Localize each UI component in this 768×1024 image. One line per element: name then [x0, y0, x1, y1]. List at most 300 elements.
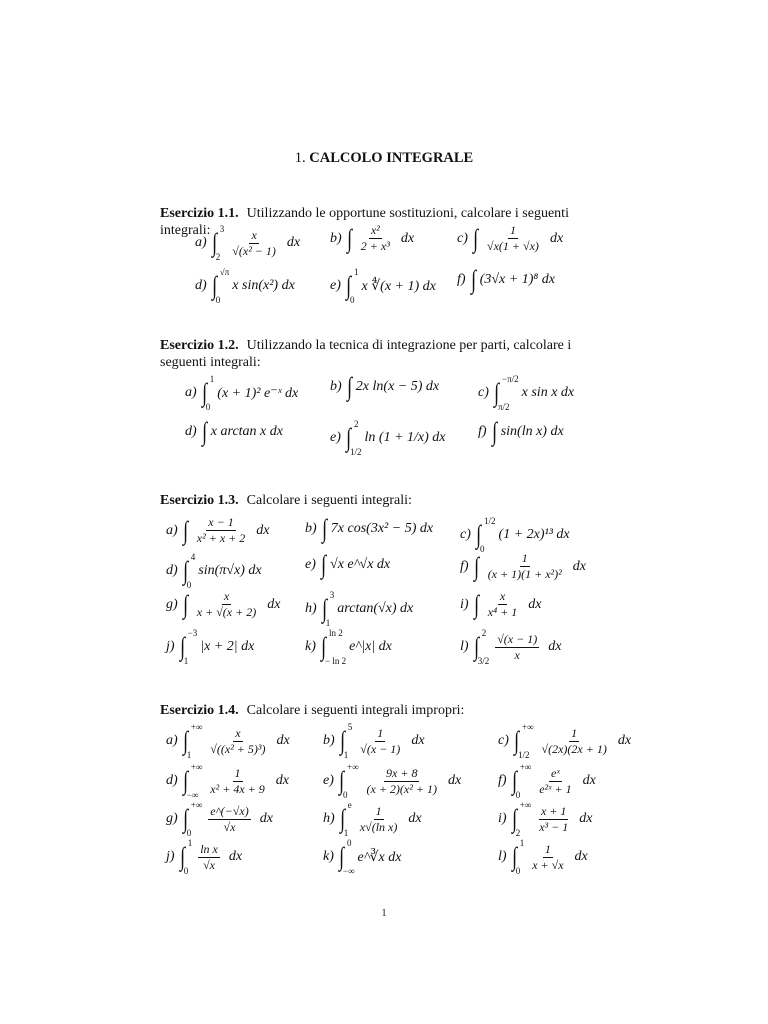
integral-item — [305, 552, 390, 578]
integral-symbol: ∫ — [511, 842, 517, 871]
differential: dx — [267, 596, 281, 612]
differential: dx — [579, 811, 593, 826]
integrand-fraction — [358, 727, 402, 756]
integral-sign — [320, 628, 346, 666]
integral-symbol: ∫ — [182, 589, 188, 619]
integral-symbol: ∫ — [473, 551, 479, 581]
denominator: x√(ln x) — [359, 819, 398, 834]
differential: dx — [528, 596, 542, 612]
integral-limits — [343, 838, 355, 876]
integral-symbol: ∫ — [338, 842, 344, 871]
integral-symbol: ∫ — [339, 726, 345, 755]
integrand-fraction — [485, 224, 541, 253]
integral-symbol: ∫ — [211, 271, 217, 300]
integral-limits — [187, 800, 203, 838]
exercise-header — [160, 702, 612, 719]
upper-limit: 2 — [481, 628, 487, 638]
page-number: 1 — [381, 908, 387, 919]
integral-symbol: ∫ — [473, 632, 479, 661]
integral-symbol: ∫ — [472, 223, 478, 253]
item-label: d) — [185, 424, 197, 439]
denominator: √x(1 + √x) — [487, 239, 539, 253]
lower-limit: 1 — [343, 828, 349, 838]
integral-item — [330, 374, 439, 400]
numerator: x + 1 — [540, 803, 567, 818]
integral-symbol: ∫ — [179, 632, 185, 661]
integral-item — [323, 722, 425, 760]
lower-limit: 0 — [215, 295, 221, 305]
item-label: l) — [498, 849, 507, 864]
upper-limit: −π/2 — [502, 374, 519, 384]
item-label: c) — [457, 230, 468, 246]
integral-symbol: ∫ — [201, 378, 207, 407]
exercise-header — [160, 337, 612, 371]
upper-limit: 2 — [354, 419, 359, 429]
integrand-fraction — [540, 727, 609, 756]
integral-limits — [187, 762, 203, 800]
integral-sign — [182, 589, 189, 619]
integrand-fraction — [198, 843, 220, 872]
integral-sign — [511, 838, 525, 876]
numerator: 1 — [521, 551, 528, 565]
integrand-expression: 2x ln(x − 5) dx — [355, 379, 440, 394]
integral-symbol: ∫ — [182, 556, 188, 585]
differential: dx — [548, 639, 562, 654]
integral-limits — [326, 590, 335, 628]
item-label: c) — [460, 527, 471, 542]
lower-limit: −∞ — [343, 866, 355, 876]
item-label: h) — [305, 601, 317, 616]
integral-sign — [179, 838, 193, 876]
upper-limit: +∞ — [190, 722, 203, 732]
integral-limits — [516, 762, 532, 800]
integral-symbol: ∫ — [470, 265, 476, 294]
lower-limit: 0 — [186, 580, 192, 590]
integral-symbol: ∫ — [201, 417, 207, 446]
integrand-fraction — [208, 767, 266, 796]
differential: dx — [259, 811, 273, 826]
integral-symbol: ∫ — [320, 632, 326, 661]
integral-symbol: ∫ — [321, 594, 327, 623]
integrand-expression: (x + 1)² e⁻ˣ dx — [217, 385, 299, 401]
upper-limit: +∞ — [519, 800, 532, 810]
item-label: e) — [323, 773, 334, 788]
item-label: k) — [305, 639, 316, 654]
integral-symbol: ∫ — [511, 804, 517, 833]
upper-limit: +∞ — [190, 762, 203, 772]
integrand-expression: x sin(x²) dx — [232, 278, 295, 293]
integral-item — [305, 590, 413, 628]
integral-sign — [201, 419, 208, 445]
denominator: (x + 2)(x² + 1) — [366, 781, 437, 796]
denominator: e²ˣ + 1 — [539, 781, 572, 796]
integral-sign — [511, 800, 532, 838]
lower-limit: 0 — [183, 866, 189, 876]
integrand-fraction — [208, 727, 267, 756]
upper-limit: 0 — [347, 838, 352, 848]
upper-limit: 1 — [354, 267, 359, 277]
item-label: i) — [498, 811, 507, 826]
integral-item — [323, 762, 461, 800]
integral-item — [478, 374, 574, 412]
lower-limit: 1 — [325, 618, 331, 628]
lower-limit: 1 — [343, 750, 349, 760]
differential: dx — [275, 773, 289, 788]
integral-limits — [325, 628, 346, 666]
integral-sign — [475, 516, 496, 554]
differential: dx — [228, 849, 243, 864]
integral-item — [166, 722, 290, 760]
item-label: h) — [323, 811, 335, 826]
integral-sign — [473, 628, 490, 666]
denominator: x — [514, 647, 520, 662]
integral-sign — [493, 374, 519, 412]
integral-sign — [182, 722, 203, 760]
upper-limit: 1 — [519, 838, 525, 848]
integral-sign — [338, 762, 359, 800]
numerator: 1 — [509, 223, 516, 237]
numerator: √(x − 1) — [497, 631, 538, 646]
denominator: (x + 1)(1 + x²)² — [487, 567, 562, 581]
integral-limits — [350, 267, 359, 305]
upper-limit: e — [347, 800, 352, 810]
integral-item — [166, 628, 254, 666]
item-label: g) — [166, 811, 178, 826]
integrand-fraction — [359, 224, 392, 253]
chapter-number: 1. — [294, 150, 306, 166]
upper-limit: 1 — [209, 374, 215, 384]
integral-limits — [187, 722, 203, 760]
differential: dx — [447, 773, 462, 788]
integral-item — [330, 224, 414, 253]
numerator: 1 — [571, 725, 578, 740]
integral-item — [195, 267, 295, 305]
differential: dx — [400, 230, 415, 246]
integral-item — [460, 590, 542, 619]
numerator: e^(−√x) — [210, 803, 249, 818]
integrand-expression: sin(π√x) dx — [198, 563, 262, 578]
integral-symbol: ∫ — [345, 423, 351, 452]
exercise-number: Esercizio 1.3. — [160, 493, 239, 508]
denominator: √x — [223, 819, 236, 834]
item-label: d) — [166, 773, 178, 788]
differential: dx — [276, 733, 290, 748]
numerator: eˣ — [551, 765, 560, 780]
integrand-fraction — [358, 805, 400, 834]
item-label: b) — [330, 379, 342, 394]
lower-limit: −∞ — [186, 790, 199, 800]
upper-limit: +∞ — [522, 722, 534, 732]
integral-symbol: ∫ — [182, 766, 188, 795]
item-label: b) — [323, 733, 335, 748]
upper-limit: 3 — [329, 590, 335, 600]
integral-item — [498, 762, 596, 800]
integral-sign — [321, 590, 335, 628]
integral-sign — [211, 267, 230, 305]
upper-limit: 1 — [187, 838, 193, 848]
integral-sign — [182, 552, 196, 590]
exercise-number: Esercizio 1.1. — [160, 206, 239, 221]
integrand-fraction — [208, 805, 250, 834]
integral-item — [323, 800, 422, 838]
integral-limits — [216, 267, 229, 305]
integral-item — [305, 516, 433, 542]
integral-sign — [211, 224, 225, 262]
item-label: e) — [305, 557, 316, 572]
chapter-heading: CALCOLO INTEGRALE — [309, 150, 474, 166]
item-label: f) — [460, 558, 469, 574]
lower-limit: 0 — [515, 866, 521, 876]
integrand-expression: x ∜(x + 1) dx — [361, 278, 436, 294]
integral-limits — [206, 374, 215, 412]
integral-item — [166, 552, 262, 590]
item-label: l) — [460, 639, 469, 654]
integral-sign — [345, 267, 359, 305]
integrand-fraction — [495, 633, 539, 662]
exercise-instructions: Calcolare i seguenti integrali impropri: — [246, 703, 465, 718]
integrand-fraction — [486, 552, 564, 581]
integrand-expression: e^∛x dx — [357, 849, 402, 865]
integral-limits — [216, 224, 225, 262]
integral-limits — [344, 722, 353, 760]
integrand-expression: arctan(√x) dx — [337, 601, 414, 616]
numerator: 1 — [375, 803, 382, 818]
integral-sign — [182, 762, 203, 800]
lower-limit: 2 — [215, 252, 221, 262]
integral-symbol: ∫ — [182, 804, 188, 833]
integral-item — [195, 224, 300, 262]
item-label: j) — [166, 639, 175, 654]
integrand-expression: (1 + 2x)¹³ dx — [498, 527, 570, 542]
numerator: x — [499, 589, 506, 603]
differential: dx — [617, 733, 632, 748]
lower-limit: π/2 — [498, 402, 510, 412]
item-label: a) — [166, 733, 178, 748]
numerator: 1 — [234, 765, 241, 780]
integrand-expression: √x e^√x dx — [330, 557, 391, 572]
item-label: c) — [498, 733, 509, 748]
numerator: x² — [370, 223, 380, 237]
exercise-instructions: Utilizzando le opportune sostituzioni, calcolare i seguenti integrali: — [160, 206, 569, 238]
denominator: √(x − 1) — [360, 741, 401, 756]
integral-symbol: ∫ — [182, 726, 188, 755]
integral-sign — [339, 722, 353, 760]
denominator: x + √x — [532, 857, 564, 872]
item-label: g) — [166, 596, 178, 612]
item-label: f) — [498, 773, 507, 788]
integral-sign — [339, 800, 352, 838]
integral-symbol: ∫ — [338, 766, 344, 795]
integral-item — [166, 516, 269, 545]
upper-limit: √π — [219, 267, 230, 277]
chapter-title — [0, 150, 768, 167]
integral-item — [166, 590, 280, 619]
integral-sign — [470, 267, 477, 293]
integrand-expression: e^|x| dx — [349, 639, 392, 654]
integral-sign — [513, 722, 534, 760]
lower-limit: 0 — [350, 295, 355, 305]
integral-item — [460, 516, 570, 554]
integral-item — [185, 374, 298, 412]
differential: dx — [286, 235, 301, 250]
upper-limit: 3 — [219, 224, 225, 234]
integrand-expression: 7x cos(3x² − 5) dx — [330, 521, 434, 536]
integral-symbol: ∫ — [511, 766, 517, 795]
lower-limit: 1/2 — [350, 447, 362, 457]
integral-sign — [201, 374, 215, 412]
integral-sign — [473, 589, 480, 619]
lower-limit: 0 — [515, 790, 521, 800]
integral-item — [323, 838, 401, 876]
integrand-fraction — [195, 516, 247, 545]
integral-sign — [179, 628, 198, 666]
denominator: √x — [203, 857, 215, 872]
item-label: f) — [457, 272, 466, 287]
denominator: x² + 4x + 9 — [210, 781, 265, 796]
lower-limit: 0 — [186, 828, 192, 838]
lower-limit: 1 — [183, 656, 189, 666]
denominator: x³ − 1 — [539, 819, 569, 834]
integral-item — [185, 419, 283, 445]
denominator: x² + x + 2 — [196, 531, 246, 545]
integral-item — [330, 267, 436, 305]
item-label: d) — [195, 278, 207, 293]
integral-sign — [338, 838, 355, 876]
integral-item — [478, 419, 564, 445]
integral-sign — [346, 374, 353, 400]
integral-limits — [480, 516, 496, 554]
integral-sign — [182, 800, 203, 838]
integral-item — [330, 419, 446, 457]
integral-sign — [182, 515, 189, 545]
integral-limits — [350, 419, 362, 457]
integral-sign — [511, 762, 532, 800]
integral-symbol: ∫ — [320, 550, 326, 579]
upper-limit: −3 — [187, 628, 198, 638]
exercise-number: Esercizio 1.2. — [160, 338, 239, 353]
integrand-expression: (3√x + 1)⁸ dx — [479, 272, 555, 287]
numerator: x — [235, 725, 241, 740]
numerator: 9x + 8 — [386, 765, 418, 780]
upper-limit: +∞ — [190, 800, 203, 810]
integral-sign — [491, 419, 498, 445]
integral-symbol: ∫ — [179, 842, 185, 871]
integral-limits — [516, 800, 532, 838]
item-label: b) — [330, 230, 342, 246]
numerator: x — [251, 227, 257, 242]
numerator: x − 1 — [208, 515, 234, 529]
integrand-fraction — [365, 767, 439, 796]
differential: dx — [256, 522, 270, 538]
differential: dx — [582, 773, 596, 788]
upper-limit: 1/2 — [484, 516, 496, 526]
denominator: √((x² + 5)³) — [210, 741, 266, 756]
lower-limit: 3/2 — [477, 656, 490, 666]
item-label: f) — [478, 424, 487, 439]
integrand-expression: x sin x dx — [521, 385, 575, 400]
integral-symbol: ∫ — [491, 417, 497, 446]
differential: dx — [572, 558, 586, 574]
item-label: a) — [185, 385, 197, 400]
lower-limit: 0 — [205, 402, 211, 412]
lower-limit: − ln 2 — [325, 656, 347, 666]
exercise-instructions: Utilizzando la tecnica di integrazione per parti, calcolare i seguenti integrali: — [160, 338, 572, 370]
numerator: 1 — [544, 841, 551, 856]
integral-symbol: ∫ — [346, 372, 352, 401]
integral-item — [498, 800, 592, 838]
lower-limit: 1 — [186, 750, 192, 760]
upper-limit: +∞ — [347, 762, 359, 772]
integral-symbol: ∫ — [211, 228, 217, 257]
integral-item — [457, 224, 563, 253]
item-label: c) — [478, 385, 489, 400]
integral-limits — [343, 762, 359, 800]
integral-symbol: ∫ — [473, 589, 479, 619]
integral-sign — [320, 552, 327, 578]
integral-symbol: ∫ — [339, 804, 345, 833]
integral-limits — [184, 628, 198, 666]
lower-limit: 2 — [515, 828, 521, 838]
integral-item — [498, 838, 588, 876]
differential: dx — [411, 733, 425, 748]
numerator: ln x — [200, 841, 218, 856]
upper-limit: +∞ — [519, 762, 532, 772]
item-label: b) — [305, 521, 317, 536]
item-label: e) — [330, 430, 341, 445]
numerator: x — [223, 589, 230, 603]
differential: dx — [549, 230, 564, 246]
upper-limit: ln 2 — [329, 628, 343, 638]
integral-limits — [518, 722, 534, 760]
integrand-expression: ln (1 + 1/x) dx — [364, 430, 446, 445]
integrand-expression: x arctan x dx — [210, 424, 283, 439]
integral-item — [166, 762, 289, 800]
item-label: j) — [166, 849, 175, 864]
integral-limits — [498, 374, 519, 412]
integrand-expression: sin(ln x) dx — [500, 424, 564, 439]
integrand-fraction — [537, 805, 570, 834]
integral-symbol: ∫ — [346, 223, 352, 253]
integrand-fraction — [230, 229, 278, 258]
integral-symbol: ∫ — [321, 514, 327, 543]
integral-item — [460, 552, 586, 581]
integral-sign — [346, 223, 353, 253]
integrand-fraction — [486, 590, 520, 619]
integrand-fraction — [195, 590, 258, 619]
upper-limit: 4 — [190, 552, 196, 562]
integral-sign — [345, 419, 362, 457]
integral-symbol: ∫ — [345, 271, 351, 300]
lower-limit: 0 — [343, 790, 348, 800]
denominator: 2 + x³ — [360, 239, 390, 253]
exercise-header — [160, 492, 612, 509]
integral-item — [498, 722, 631, 760]
item-label: d) — [166, 563, 178, 578]
item-label: e) — [330, 278, 341, 293]
integral-sign — [321, 516, 328, 542]
upper-limit: 5 — [347, 722, 353, 732]
integral-item — [166, 838, 242, 876]
lower-limit: 1/2 — [518, 750, 530, 760]
integral-item — [166, 800, 273, 838]
integral-symbol: ∫ — [475, 520, 481, 549]
denominator: x⁴ + 1 — [487, 605, 518, 619]
integral-limits — [187, 552, 196, 590]
integral-item — [305, 628, 392, 666]
denominator: √(2x)(2x + 1) — [541, 741, 607, 756]
integrand-fraction — [530, 843, 565, 872]
item-label: k) — [323, 849, 334, 864]
